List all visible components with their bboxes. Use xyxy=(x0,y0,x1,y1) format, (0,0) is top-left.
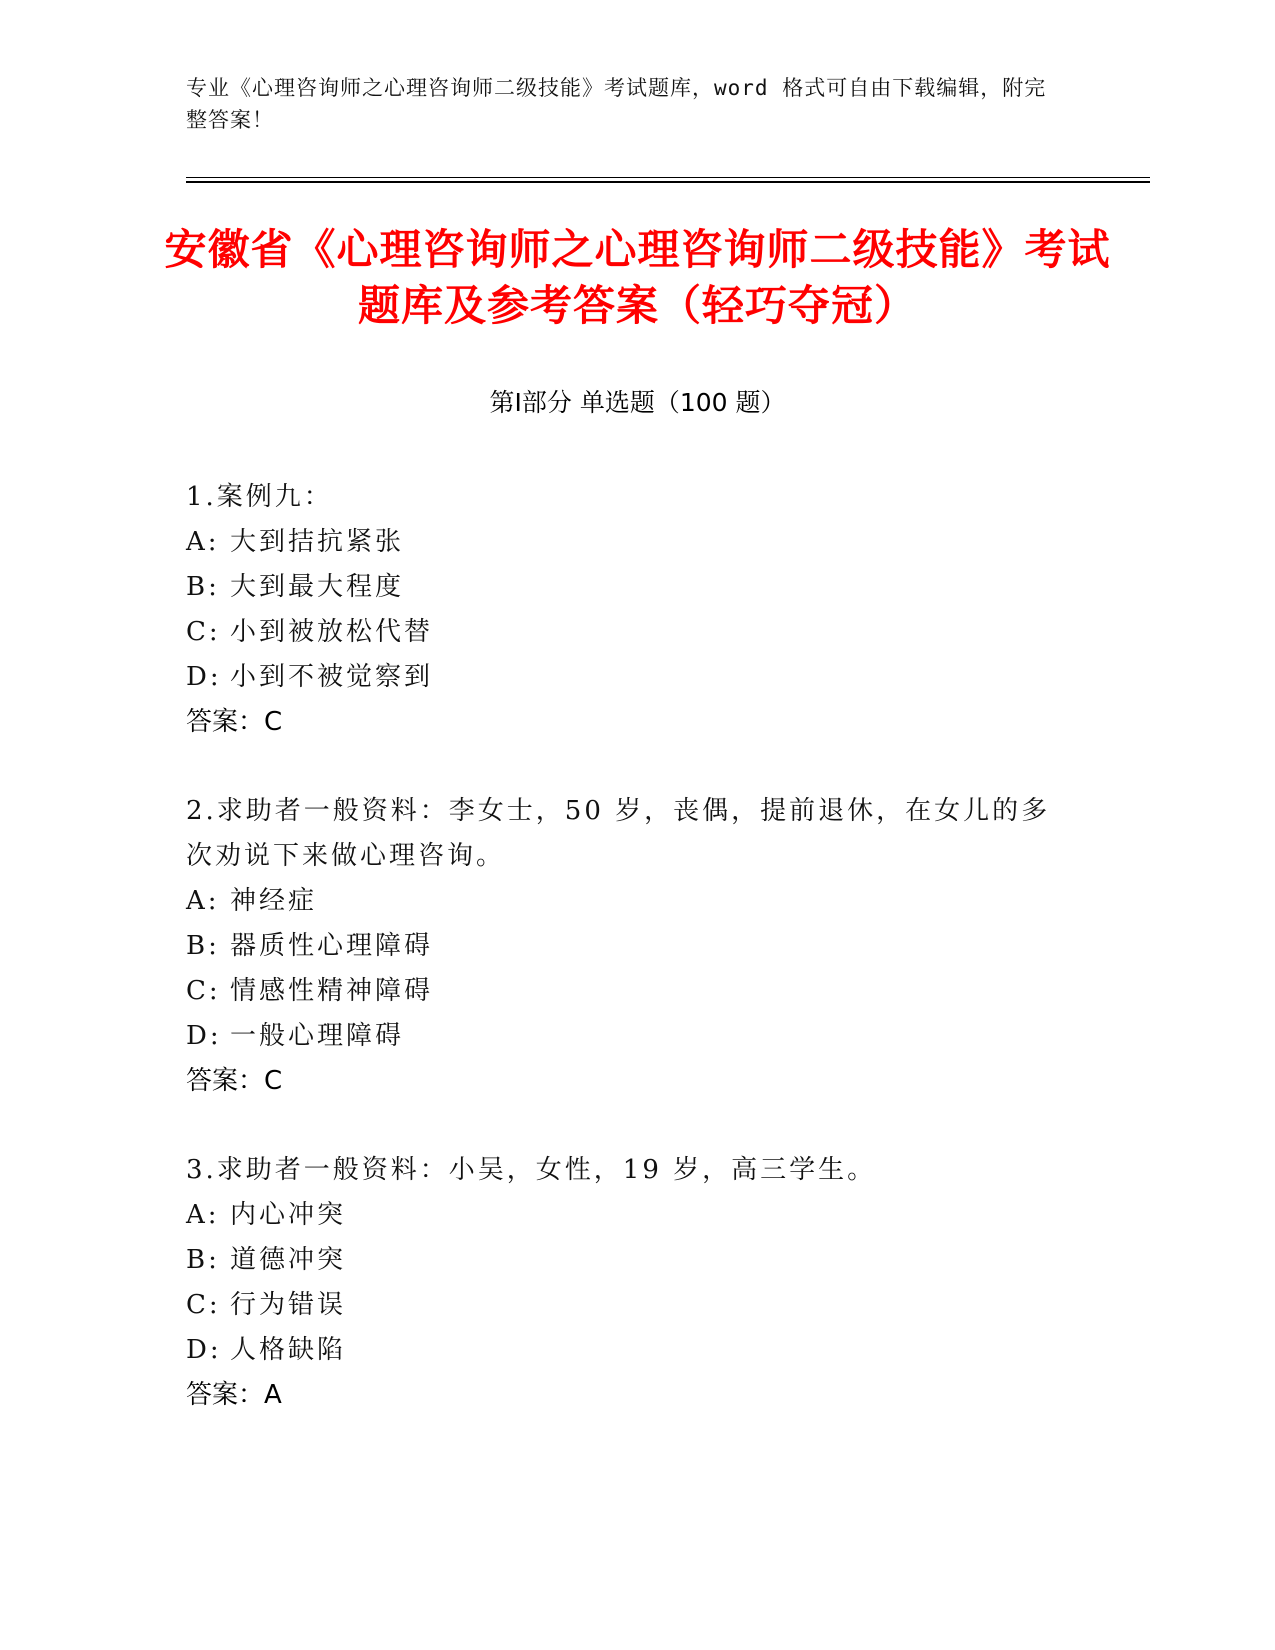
option-text: 大到最大程度 xyxy=(230,572,405,602)
option-text: 小到被放松代替 xyxy=(230,617,434,647)
option-letter: A: xyxy=(186,527,220,557)
option-a xyxy=(186,1193,1066,1238)
option-text: 神经症 xyxy=(230,886,318,916)
option-text: 情感性精神障碍 xyxy=(230,976,434,1006)
option-c xyxy=(186,1283,1066,1328)
option-letter: C: xyxy=(186,976,221,1006)
option-b xyxy=(186,1238,1066,1283)
option-letter: B: xyxy=(186,931,220,961)
document-title: 安徽省《心理咨询师之心理咨询师二级技能》考试题库及参考答案（轻巧夺冠） xyxy=(164,225,1111,330)
question-stem: 1.案例九： xyxy=(186,482,333,512)
option-letter: D: xyxy=(186,1335,222,1365)
option-d xyxy=(186,655,1066,700)
option-text: 行为错误 xyxy=(230,1290,347,1320)
header-divider-thin xyxy=(186,177,1150,178)
option-letter: B: xyxy=(186,572,220,602)
option-d xyxy=(186,1014,1066,1059)
question-3 xyxy=(186,1148,1066,1418)
option-letter: B: xyxy=(186,1245,220,1275)
question-stem: 2.求助者一般资料：李女士，50 岁，丧偶，提前退休，在女儿的多次劝说下来做心理咨询。 xyxy=(186,796,1051,871)
option-b xyxy=(186,565,1066,610)
option-a xyxy=(186,520,1066,565)
question-2 xyxy=(186,789,1066,1104)
option-c xyxy=(186,969,1066,1014)
header-divider-thick xyxy=(186,181,1150,183)
option-c xyxy=(186,610,1066,655)
section-heading: 第Ⅰ部分 单选题（100 题） xyxy=(489,388,786,417)
question-list xyxy=(186,475,1066,1462)
question-stem: 3.求助者一般资料：小吴，女性，19 岁，高三学生。 xyxy=(186,1155,877,1185)
option-text: 一般心理障碍 xyxy=(230,1021,405,1051)
option-text: 小到不被觉察到 xyxy=(230,662,434,692)
option-letter: C: xyxy=(186,1290,221,1320)
option-b xyxy=(186,924,1066,969)
answer-line: 答案：A xyxy=(186,1380,282,1410)
answer-line: 答案：C xyxy=(186,707,283,737)
header-note: 专业《心理咨询师之心理咨询师二级技能》考试题库，word 格式可自由下载编辑，附完整答案！ xyxy=(186,76,1047,132)
option-letter: D: xyxy=(186,662,222,692)
option-letter: A: xyxy=(186,1200,220,1230)
option-letter: D: xyxy=(186,1021,222,1051)
option-d xyxy=(186,1328,1066,1373)
option-letter: C: xyxy=(186,617,221,647)
option-text: 人格缺陷 xyxy=(230,1335,347,1365)
option-text: 内心冲突 xyxy=(230,1200,347,1230)
answer-line: 答案：C xyxy=(186,1066,283,1096)
option-letter: A: xyxy=(186,886,220,916)
option-text: 道德冲突 xyxy=(230,1245,347,1275)
option-a xyxy=(186,879,1066,924)
question-1 xyxy=(186,475,1066,745)
option-text: 器质性心理障碍 xyxy=(230,931,434,961)
option-text: 大到拮抗紧张 xyxy=(230,527,405,557)
